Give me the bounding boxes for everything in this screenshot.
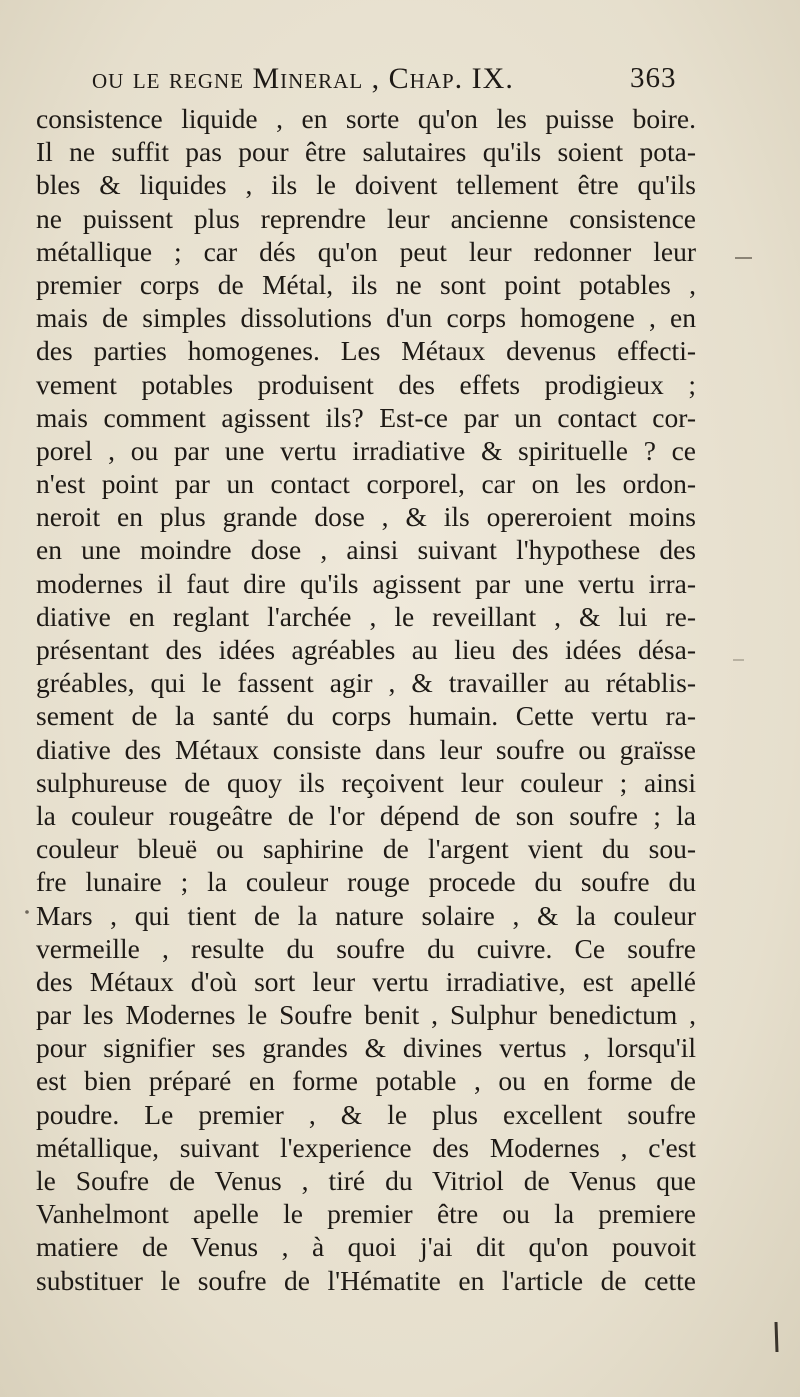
text-line: ne puissent plus reprendre leur ancienne consistence (36, 202, 696, 234)
text-line: modernes il faut dire qu'ils agissent par une vertu irra- (36, 567, 696, 599)
text-line: pour signifier ses grandes & divines vertus , lorsqu'il (36, 1032, 696, 1064)
text-line: des parties homogenes. Les Métaux devenus effecti- (36, 335, 696, 367)
text-line: métallique ; car dés qu'on peut leur redonner leur (36, 235, 696, 267)
text-line: couleur bleuë ou saphirine de l'argent vient du sou- (36, 833, 696, 865)
text-line: par les Modernes le Soufre benit , Sulphur benedictum , (36, 999, 696, 1031)
body-text (36, 102, 696, 1297)
margin-dot (25, 910, 29, 914)
text-line: métallique, suivant l'experience des Modernes , c'est (36, 1131, 696, 1163)
text-line: diative des Métaux consiste dans leur soufre ou graïsse (36, 733, 696, 765)
text-line: des Métaux d'où sort leur vertu irradiative, est apellé (36, 965, 696, 997)
text-line: gréables, qui le fassent agir , & travailler au rétablis- (36, 667, 696, 699)
margin-stroke (776, 1322, 777, 1352)
text-line: le Soufre de Venus , tiré du Vitriol de Venus que (36, 1165, 696, 1196)
page-number: 363 (630, 62, 677, 94)
text-line: Mars , qui tient de la nature solaire , & la couleur (36, 899, 696, 931)
text-line: présentant des idées agréables au lieu des idées désa- (36, 634, 696, 665)
text-line: matiere de Venus , à quoi j'ai dit qu'on pouvoit (36, 1231, 696, 1263)
text-line: en une moindre dose , ainsi suivant l'hypothese des (36, 534, 696, 566)
text-line: neroit en plus grande dose , & ils opereroient moins (36, 501, 696, 533)
text-line: sulphureuse de quoy ils reçoivent leur couleur ; ainsi (36, 766, 696, 798)
text-line: mais comment agissent ils? Est-ce par un contact cor- (36, 401, 696, 433)
text-line: bles & liquides , ils le doivent tellement être qu'ils (36, 169, 696, 201)
text-line: diative en reglant l'archée , le reveillant , & lui re- (36, 600, 696, 632)
text-line: est bien préparé en forme potable , ou en forme de (36, 1065, 696, 1097)
text-line: porel , ou par une vertu irradiative & spirituelle ? ce (36, 434, 696, 466)
text-line: Il ne suffit pas pour être salutaires qu'ils soient pota- (36, 136, 696, 168)
text-line: n'est point par un contact corporel, car on les ordon- (36, 468, 696, 500)
text-line: Vanhelmont apelle le premier être ou la premiere (36, 1198, 696, 1230)
text-line: sement de la santé du corps humain. Cette vertu ra- (36, 700, 696, 732)
text-line: la couleur rougeâtre de l'or dépend de son soufre ; la (36, 799, 696, 831)
running-head (92, 62, 692, 102)
text-line: consistence liquide , en sorte qu'on les puisse boire. (36, 103, 696, 134)
text-line: vermeille , resulte du soufre du cuivre. Ce soufre (36, 932, 696, 964)
text-line: mais de simples dissolutions d'un corps homogene , en (36, 302, 696, 334)
text-line: substituer le soufre de l'Hématite en l'article de cette (36, 1264, 696, 1296)
text-line: premier corps de Métal, ils ne sont point potables , (36, 268, 696, 300)
text-line: fre lunaire ; la couleur rouge procede du soufre du (36, 866, 696, 898)
running-head-title: ou le regne Mineral , Chap. IX. (92, 62, 514, 95)
text-line: vement potables produisent des effets prodigieux ; (36, 368, 696, 400)
text-line: poudre. Le premier , & le plus excellent soufre (36, 1098, 696, 1130)
